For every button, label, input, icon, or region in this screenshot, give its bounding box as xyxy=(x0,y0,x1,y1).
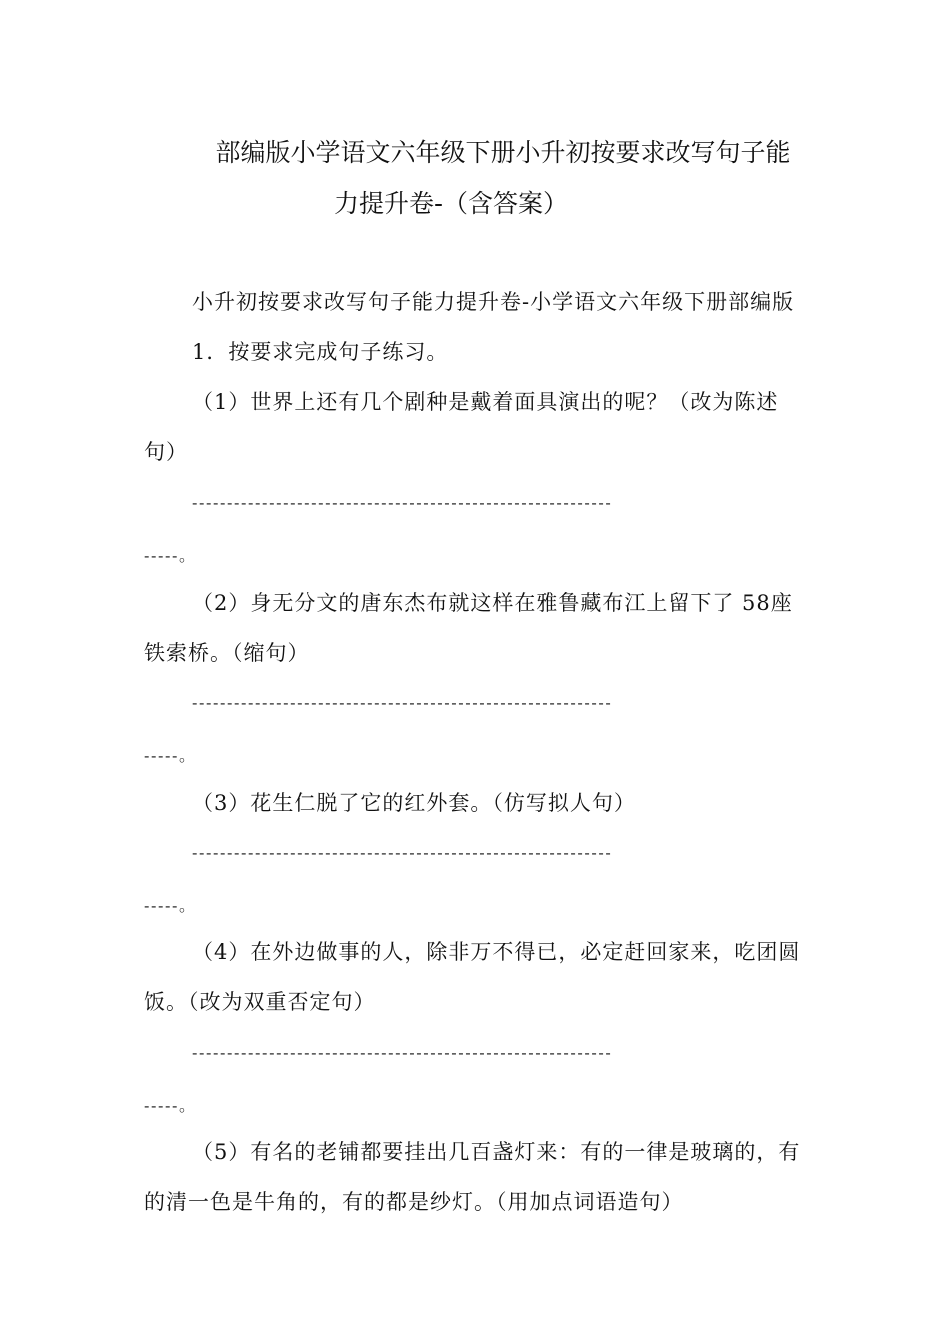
answer-line-3-tail: -----。 xyxy=(144,896,197,915)
answer-line-3[interactable]: ------------------------------------------------------------ xyxy=(192,843,613,862)
answer-line-2[interactable]: ------------------------------------------------------------ xyxy=(192,693,613,712)
answer-line-4-tail: -----。 xyxy=(144,1096,197,1115)
doc-title-line1: 部编版小学语文六年级下册小升初按要求改写句子能 xyxy=(215,138,791,167)
question-4-line1: （4）在外边做事的人，除非万不得已，必定赶回家来，吃团圆 xyxy=(192,940,801,964)
question-1-line2: 句） xyxy=(144,440,188,464)
question-1-line1: （1）世界上还有几个剧种是戴着面具演出的呢？（改为陈述 xyxy=(192,390,779,414)
question-2-line1: （2）身无分文的唐东杰布就这样在雅鲁藏布江上留下了 58座 xyxy=(192,591,793,615)
answer-line-1[interactable]: ------------------------------------------------------------ xyxy=(192,493,613,512)
answer-line-1-tail: -----。 xyxy=(144,546,197,565)
section-heading: 1．按要求完成句子练习。 xyxy=(192,340,449,364)
doc-title-line2: 力提升卷-（含答案） xyxy=(333,189,569,218)
question-3-line1: （3）花生仁脱了它的红外套。（仿写拟人句） xyxy=(192,791,636,815)
doc-subtitle: 小升初按要求改写句子能力提升卷-小学语文六年级下册部编版 xyxy=(192,290,795,314)
question-4-line2: 饭。（改为双重否定句） xyxy=(144,990,376,1014)
question-5-line1: （5）有名的老铺都要挂出几百盏灯来：有的一律是玻璃的，有 xyxy=(192,1140,801,1164)
question-2-line2: 铁索桥。（缩句） xyxy=(144,641,310,665)
answer-line-4[interactable]: ------------------------------------------------------------ xyxy=(192,1043,613,1062)
question-5-line2: 的清一色是牛角的，有的都是纱灯。（用加点词语造句） xyxy=(144,1190,684,1214)
answer-line-2-tail: -----。 xyxy=(144,746,197,765)
